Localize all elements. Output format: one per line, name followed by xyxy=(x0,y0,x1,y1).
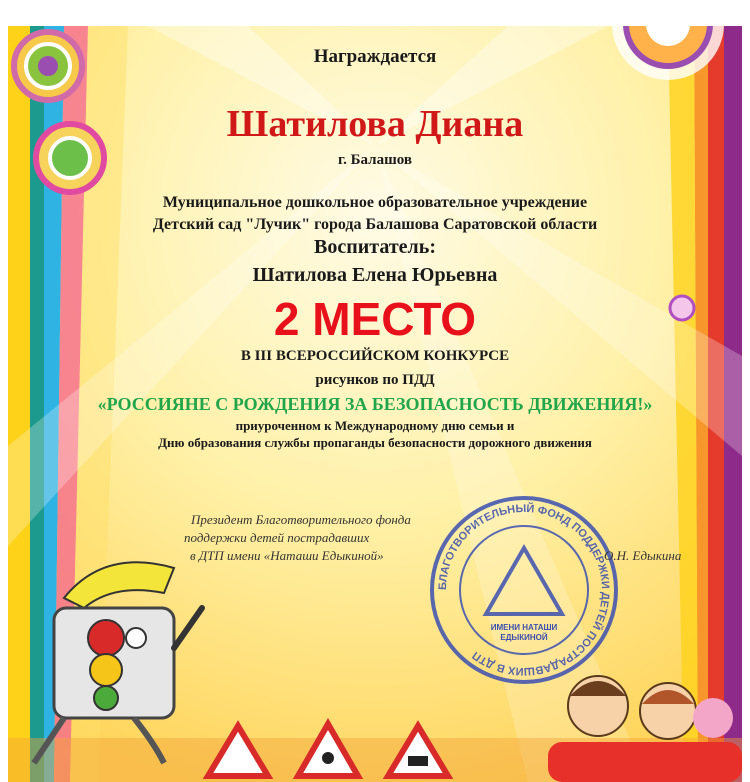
dedication-line-1: приуроченном к Международному дню семьи и xyxy=(235,418,515,433)
organization-line-2: Детский сад "Лучик" города Балашова Саратовской области xyxy=(152,216,598,233)
place-award: 2 МЕСТО xyxy=(273,293,477,345)
contest-motto: «РОССИЯНЕ С РОЖДЕНИЯ ЗА БЕЗОПАСНОСТЬ ДВИЖЕНИЯ!» xyxy=(97,394,653,414)
svg-text:БЛАГОТВОРИТЕЛЬНЫЙ ФОНД ПОДДЕРЖ xyxy=(437,502,611,677)
signature-line-3: в ДТП имени «Наташи Едыкиной» xyxy=(190,548,384,563)
road-signs-image xyxy=(198,716,498,782)
recipient-name: Шатилова Диана xyxy=(226,103,524,145)
signer-name: О.Н. Едыкина xyxy=(604,548,682,563)
certificate xyxy=(8,26,742,782)
awarded-label: Награждается xyxy=(313,46,437,67)
stamp-ring-text: БЛАГОТВОРИТЕЛЬНЫЙ ФОНД ПОДДЕРЖКИ ДЕТЕЙ ПОСТРАДАВШИХ В ДТП xyxy=(436,502,612,678)
stamp-inner-text-1: ИМЕНИ НАТАШИ xyxy=(490,623,558,632)
drawings-line: рисунков по ПДД xyxy=(315,372,435,388)
teacher-role: Воспитатель: xyxy=(314,236,436,258)
organization-line-1: Муниципальное дошкольное образовательное учреждение xyxy=(162,194,588,211)
children-car-image xyxy=(538,656,742,782)
traffic-light-mascot-image xyxy=(24,538,224,768)
stamp-inner-text-2: ЕДЫКИНОЙ xyxy=(500,633,548,642)
signature-line-2: поддержки детей пострадавших xyxy=(184,530,370,545)
city: г. Балашов xyxy=(338,152,412,168)
teacher-name: Шатилова Елена Юрьевна xyxy=(252,264,498,286)
signature-line-1: Президент Благотворительного фонда xyxy=(191,512,411,527)
dedication-line-2: Дню образования службы пропаганды безопасности дорожного движения xyxy=(158,435,592,450)
contest-line: В III ВСЕРОССИЙСКОМ КОНКУРСЕ xyxy=(240,348,510,364)
